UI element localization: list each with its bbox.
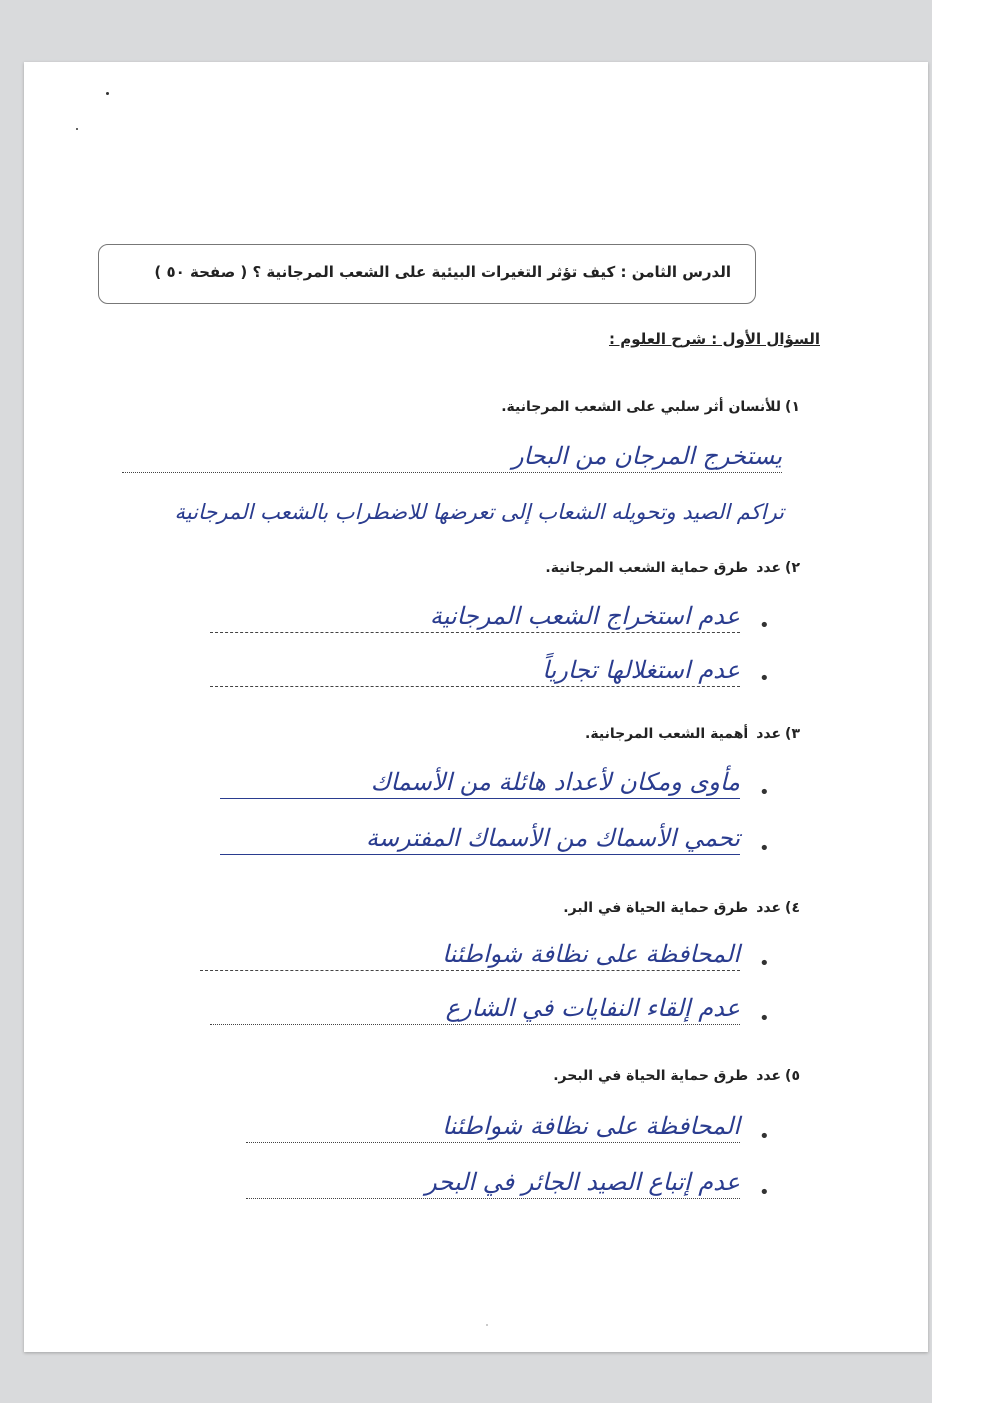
bullet-icon: •	[759, 615, 770, 636]
background-strip	[932, 0, 992, 1403]
handwritten-answer: عدم استغلالها تجارياً	[542, 656, 740, 684]
speck-mark	[106, 92, 109, 95]
bullet-icon: •	[759, 1126, 770, 1147]
answer-line	[246, 1112, 740, 1143]
answer-line	[200, 940, 740, 971]
question-number: ١)	[785, 399, 800, 415]
question-text: للأنسان أثر سلبي على الشعب المرجانية.	[501, 399, 782, 415]
lesson-title-box	[98, 244, 756, 304]
question-verb: عدد	[756, 1068, 782, 1084]
question-text: طرق حماية الحياة في البحر.	[553, 1068, 749, 1084]
bullet-icon: •	[759, 953, 770, 974]
answer-line	[210, 602, 740, 633]
answer-line	[210, 994, 740, 1025]
handwritten-answer: عدم استخراج الشعب المرجانية	[429, 602, 740, 630]
answer-line	[246, 1168, 740, 1199]
question-text: أهمية الشعب المرجانية.	[585, 726, 749, 742]
question-4	[563, 900, 800, 916]
question-number: ٣)	[785, 726, 800, 742]
question-verb: عدد	[756, 900, 782, 916]
handwritten-answer: تراكم الصيد وتحويله الشعاب إلى تعرضها للاضطراب بالشعب المرجانية	[174, 500, 784, 524]
question-5	[553, 1068, 800, 1084]
answer-line	[220, 768, 740, 799]
question-3	[585, 726, 800, 742]
answer-line	[122, 442, 782, 473]
bullet-icon: •	[759, 668, 770, 689]
question-number: ٥)	[785, 1068, 800, 1084]
bullet-icon: •	[759, 1182, 770, 1203]
question-verb: عدد	[756, 726, 782, 742]
question-number: ٢)	[785, 560, 800, 576]
handwritten-answer: عدم إلقاء النفايات في الشارع	[445, 994, 740, 1022]
question-1	[501, 399, 800, 415]
question-verb: عدد	[756, 560, 782, 576]
speck-mark	[76, 128, 78, 130]
question-text: طرق حماية الشعب المرجانية.	[545, 560, 749, 576]
bullet-icon: •	[759, 1008, 770, 1029]
answer-line	[220, 824, 740, 855]
handwritten-answer: مأوى ومكان لأعداد هائلة من الأسماك	[370, 768, 740, 796]
handwritten-answer: عدم إتباع الصيد الجائر في البحر	[425, 1168, 740, 1196]
speck-mark	[486, 1324, 488, 1326]
handwritten-answer: المحافظة على نظافة شواطئنا	[442, 1112, 740, 1140]
question-2	[545, 560, 800, 576]
answer-line	[210, 656, 740, 687]
bullet-icon: •	[759, 782, 770, 803]
handwritten-answer: تحمي الأسماك من الأسماك المفترسة	[365, 824, 740, 852]
handwritten-answer: المحافظة على نظافة شواطئنا	[442, 940, 740, 968]
lesson-title: الدرس الثامن : كيف تؤثر التغيرات البيئية على الشعب المرجانية ؟ ( صفحة ٥٠ )	[154, 263, 731, 281]
handwritten-answer: يستخرج المرجان من البحار	[511, 442, 782, 470]
answer-line	[44, 496, 784, 526]
section-heading: السؤال الأول : شرح العلوم :	[608, 330, 820, 348]
bullet-icon: •	[759, 838, 770, 859]
question-text: طرق حماية الحياة في البر.	[563, 900, 749, 916]
worksheet-page	[24, 62, 928, 1352]
question-number: ٤)	[785, 900, 800, 916]
